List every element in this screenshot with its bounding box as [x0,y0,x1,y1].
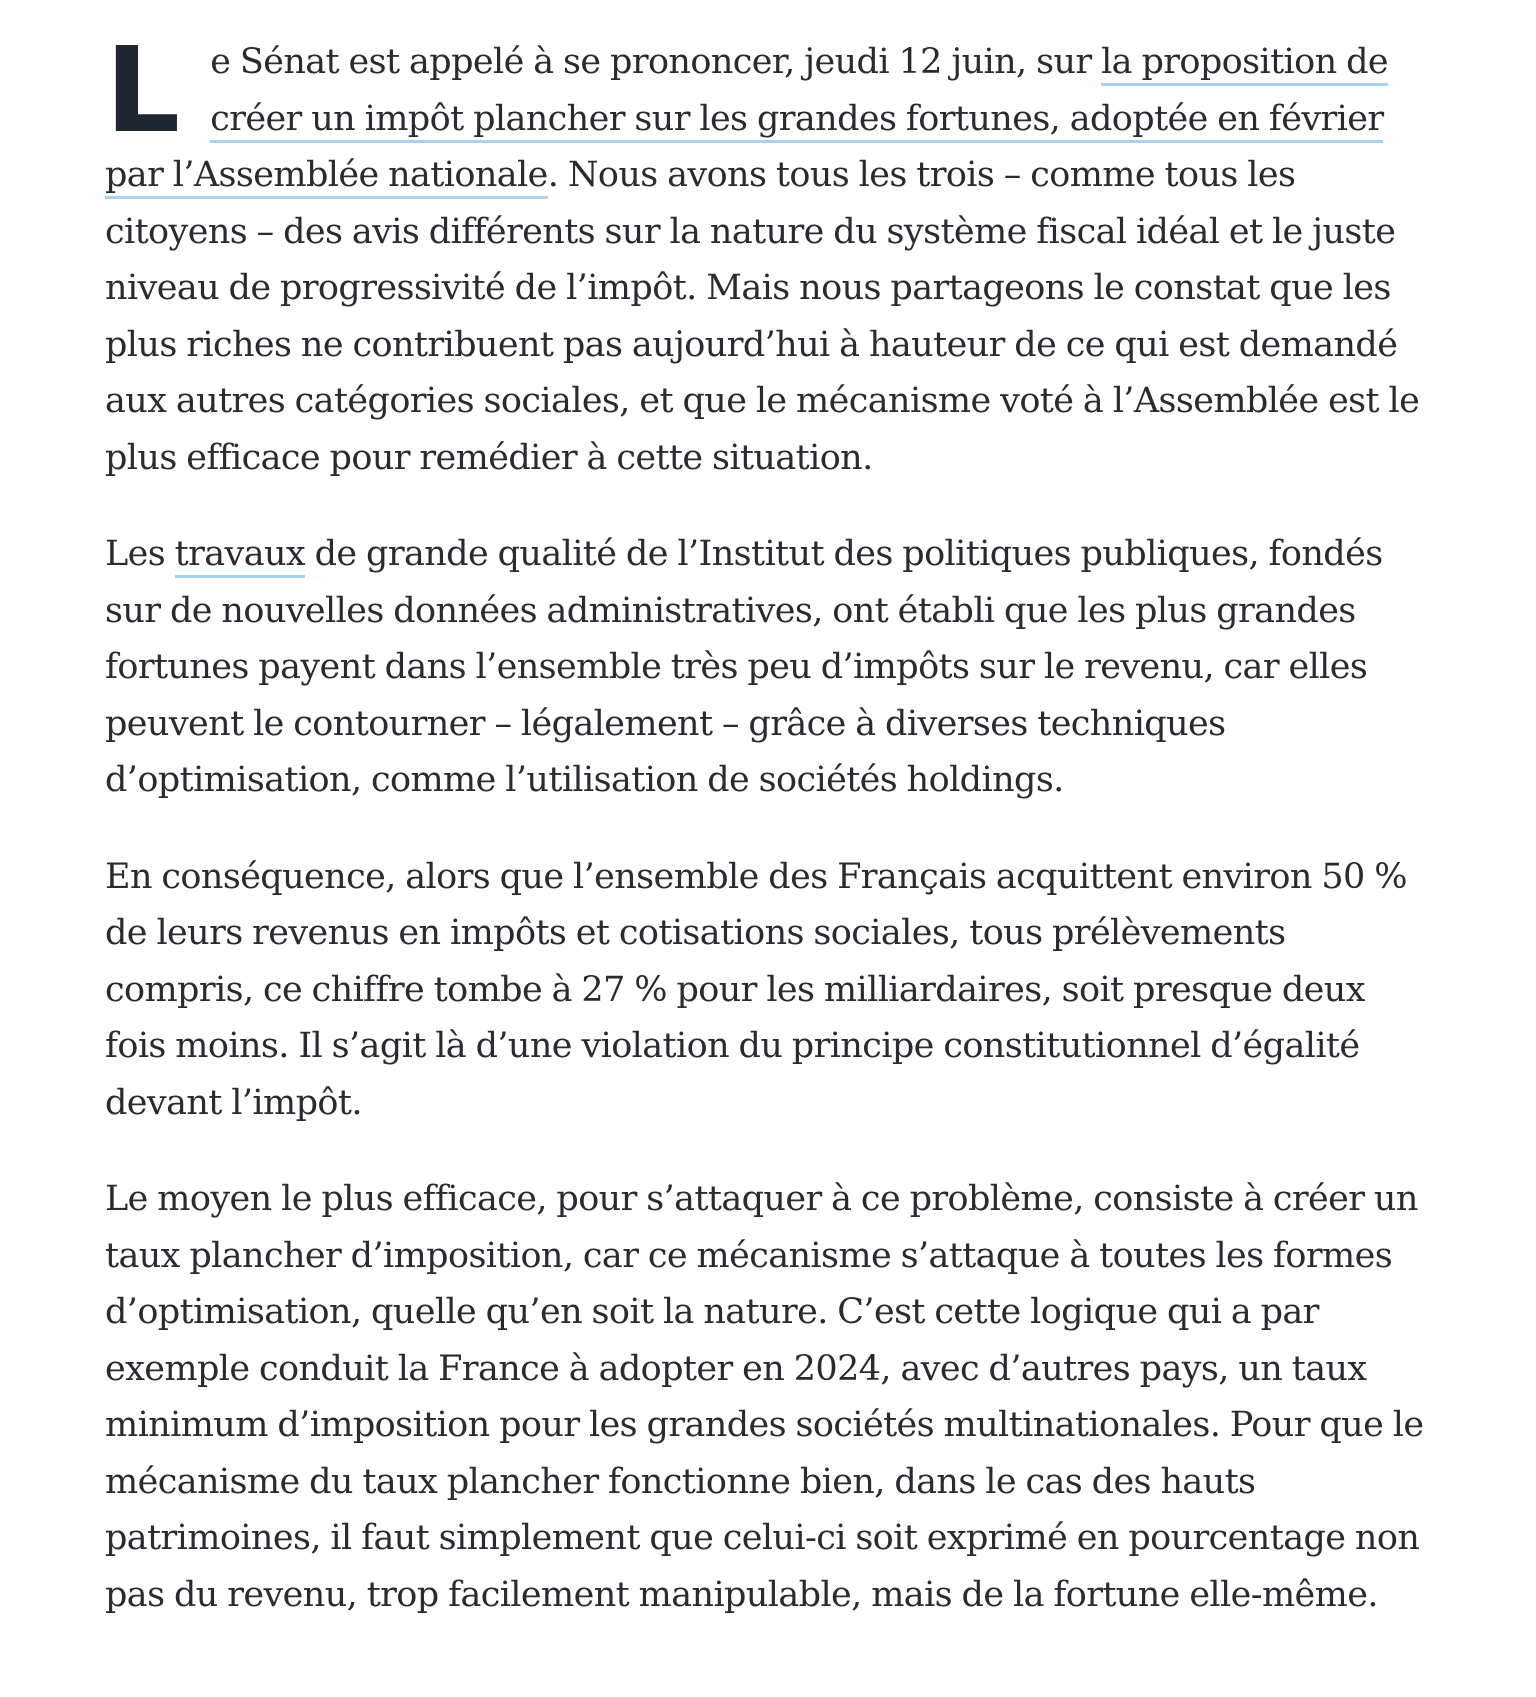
travaux-link[interactable]: travaux [175,534,305,578]
paragraph-1 [105,21,1435,486]
paragraph-2-intro: Les [105,534,175,574]
drop-cap: L [105,21,181,159]
paragraph-2-rest: de grande qualité de l’Institut des politiques publiques, fondés sur de nouvelles données administratives, ont établi que les plus grandes fortunes payent dans l’ensemble très peu d’impôts sur le revenu, car elles peuvent le contourner – légalement – grâce à diverses techniques d’optimisation, comme l’utilisation de sociétés holdings. [105,534,1383,800]
senate-proposal-link[interactable]: la proposition de créer un impôt plancher sur les grandes fortunes, adoptée en février par l’Assemblée nationale [105,42,1388,199]
paragraph-1-rest: . Nous avons tous les trois – comme tous les citoyens – des avis différents sur la nature du système fiscal idéal et le juste niveau de progressivité de l’impôt. Mais nous partageons le constat que les plus riches ne contribuent pas aujourd’hui à hauteur de ce qui est demandé aux autres catégories sociales, et que le mécanisme voté à l’Assemblée est le plus efficace pour remédier à cette situation. [105,155,1420,478]
paragraph-4: Le moyen le plus efficace, pour s’attaquer à ce problème, consiste à créer un taux plancher d’imposition, car ce mécanisme s’attaque à toutes les formes d’optimisation, quelle qu’en soit la nature. C’est cette logique qui a par exemple conduit la France à adopter en 2024, avec d’autres pays, un taux minimum d’imposition pour les grandes sociétés multinationales. Pour que le mécanisme du taux plancher fonctionne bien, dans le cas des hauts patrimoines, il faut simplement que celui-ci soit exprimé en pourcentage non pas du revenu, trop facilement manipulable, mais de la fortune elle-même. [105,1179,1424,1615]
paragraph-2 [105,526,1435,809]
paragraph-3: En conséquence, alors que l’ensemble des Français acquittent environ 50 % de leurs revenus en impôts et cotisations sociales, tous prélèvements compris, ce chiffre tombe à 27 % pour les milliardaires, soit presque deux fois moins. Il s’agit là d’une violation du principe constitutionnel d’égalité devant l’impôt. [105,856,1407,1123]
article-body [105,21,1435,1663]
paragraph-1-intro: e Sénat est appelé à se prononcer, jeudi 12 juin, sur [210,42,1102,82]
